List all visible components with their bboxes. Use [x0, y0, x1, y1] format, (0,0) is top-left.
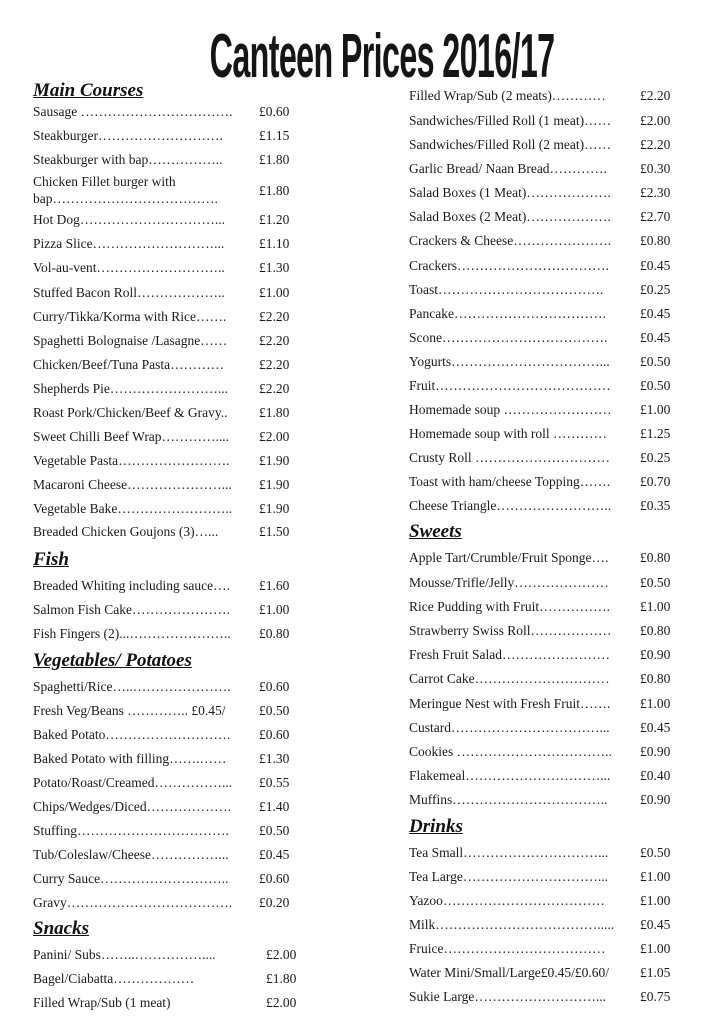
menu-item [33, 308, 308, 326]
menu-item [33, 702, 308, 720]
menu-item [409, 401, 699, 419]
menu-item-price: £1.90 [259, 477, 290, 492]
menu-item-name: Tea Small…………………………... [409, 845, 609, 860]
menu-item [33, 356, 308, 374]
section-heading-main-courses: Main Courses [33, 80, 144, 101]
menu-item-price: £0.45 [640, 330, 671, 345]
menu-item [33, 994, 308, 1012]
menu-item [409, 208, 699, 226]
menu-item-price: £2.20 [640, 137, 671, 152]
menu-item-price: £0.60 [259, 679, 290, 694]
menu-item-price: £0.80 [640, 233, 671, 248]
menu-item-price: £1.00 [259, 285, 290, 300]
menu-item-name: Panini/ Subs……..…………….... [33, 947, 216, 962]
menu-item [33, 750, 308, 768]
menu-item-name: Sandwiches/Filled Roll (2 meat)…… [409, 137, 612, 152]
menu-item-price: £0.50 [640, 845, 671, 860]
menu-item-price: £1.00 [640, 402, 671, 417]
menu-item-name: Fruit………………………………… [409, 378, 611, 393]
menu-item-price: £2.00 [266, 995, 297, 1010]
menu-item [33, 726, 308, 744]
menu-item [33, 259, 308, 277]
menu-item [409, 767, 699, 785]
menu-item [409, 257, 699, 275]
menu-item-price: £2.00 [266, 947, 297, 962]
menu-item-name: Stuffed Bacon Roll……………….. [33, 285, 225, 300]
menu-item-name: Fresh Fruit Salad…………………… [409, 647, 610, 662]
menu-item-price: £0.50 [640, 378, 671, 393]
menu-item-name: Crusty Roll ………………………… [409, 450, 611, 465]
menu-item [409, 791, 699, 809]
menu-item-price: £0.25 [640, 282, 671, 297]
menu-item-price: £1.05 [640, 965, 671, 980]
menu-item-name: Roast Pork/Chicken/Beef & Gravy.. [33, 405, 228, 420]
section-heading-fish: Fish [33, 549, 69, 570]
menu-item-price: £2.70 [640, 209, 671, 224]
menu-item-name: Pancake……………………………. [409, 306, 606, 321]
section-heading-sweets: Sweets [409, 521, 462, 542]
menu-item-price: £0.75 [640, 989, 671, 1004]
menu-item [33, 235, 308, 253]
menu-item-name: Tea Large…………………………... [409, 869, 609, 884]
menu-item-price: £1.30 [259, 260, 290, 275]
menu-item-price: £1.00 [640, 893, 671, 908]
menu-item-name: Sweet Chilli Beef Wrap………….... [33, 429, 230, 444]
menu-item [409, 988, 699, 1006]
menu-item-price: £0.90 [640, 647, 671, 662]
menu-item [33, 601, 308, 619]
menu-item [33, 577, 308, 595]
menu-item-name: Salad Boxes (2 Meat)………………. [409, 209, 611, 224]
menu-item [409, 377, 699, 395]
menu-item [409, 916, 699, 934]
menu-item [409, 743, 699, 761]
section-heading-drinks: Drinks [409, 816, 463, 837]
menu-item-price: £0.45 [640, 306, 671, 321]
menu-item-price: £0.80 [640, 623, 671, 638]
menu-item-name: Chicken Fillet burger with bap………………………………. [33, 174, 218, 206]
menu-item [409, 695, 699, 713]
menu-item-name: Garlic Bread/ Naan Bread…………. [409, 161, 607, 176]
menu-item-name: Vegetable Bake…………………….. [33, 501, 233, 516]
menu-item [409, 353, 699, 371]
menu-item [33, 678, 308, 696]
menu-item [409, 473, 699, 491]
page-title: Canteen Prices 2016/17 [210, 21, 555, 92]
menu-item-price: £0.50 [640, 575, 671, 590]
menu-item-name: Crackers & Cheese…………………. [409, 233, 612, 248]
menu-item [33, 822, 308, 840]
menu-item-name: Yazoo……………………………… [409, 893, 605, 908]
menu-item [409, 449, 699, 467]
menu-item [409, 670, 699, 688]
menu-item-price: £2.00 [640, 113, 671, 128]
menu-item-name: Curry/Tikka/Korma with Rice……. [33, 309, 227, 324]
menu-item-name: Crackers……………………………. [409, 258, 609, 273]
menu-item [33, 970, 308, 988]
menu-item-name: Chicken/Beef/Tuna Pasta………… [33, 357, 225, 372]
menu-item-name: Potato/Roast/Creamed……………... [33, 775, 233, 790]
menu-item [33, 870, 308, 888]
menu-item-name: Sandwiches/Filled Roll (1 meat)…… [409, 113, 612, 128]
menu-item-price: £0.80 [640, 550, 671, 565]
menu-item-price: £0.70 [640, 474, 671, 489]
menu-item-price: £2.30 [640, 185, 671, 200]
menu-item-name: Bagel/Ciabatta……………… [33, 971, 195, 986]
menu-item [409, 160, 699, 178]
menu-item [33, 103, 308, 121]
menu-item-name: Macaroni Cheese…………………... [33, 477, 232, 492]
menu-item [33, 846, 308, 864]
menu-item [409, 329, 699, 347]
menu-item-name: Vegetable Pasta……………………. [33, 453, 230, 468]
menu-item [33, 127, 308, 145]
menu-item-price: £0.45 [640, 720, 671, 735]
menu-item-name: Rice Pudding with Fruit……………. [409, 599, 611, 614]
menu-item-name: Homemade soup …………………… [409, 402, 612, 417]
menu-item-name: Sukie Large………………………... [409, 989, 606, 1004]
menu-item-name: Toast………………………………. [409, 282, 604, 297]
menu-item-name: Scone………………………………. [409, 330, 608, 345]
menu-item-name: Salmon Fish Cake…………………. [33, 602, 230, 617]
menu-item-name: Toast with ham/cheese Topping……. [409, 474, 611, 489]
menu-item [409, 112, 699, 130]
menu-item-name: Breaded Chicken Goujons (3)…... [33, 524, 219, 539]
menu-item [33, 625, 308, 643]
menu-item [33, 946, 308, 964]
menu-item [409, 719, 699, 737]
menu-item [409, 87, 699, 105]
menu-item-price: £2.20 [259, 381, 290, 396]
menu-item [409, 136, 699, 154]
menu-item-name: Spaghetti/Rice…..…………………. [33, 679, 231, 694]
menu-item [33, 428, 308, 446]
menu-item-price: £2.20 [259, 333, 290, 348]
menu-item-price: £0.50 [640, 354, 671, 369]
menu-item-name: Shepherds Pie……………………... [33, 381, 228, 396]
menu-item [409, 892, 699, 910]
menu-item-price: £1.00 [640, 941, 671, 956]
menu-item-price: £1.30 [259, 751, 290, 766]
menu-item [33, 211, 308, 229]
menu-item-name: Salad Boxes (1 Meat)………………. [409, 185, 611, 200]
menu-item [33, 523, 308, 541]
menu-item-name: Steakburger………………………. [33, 128, 223, 143]
menu-item-name: Cheese Triangle…………………….. [409, 498, 612, 513]
menu-item-name: Fish Fingers (2)...………………….. [33, 626, 231, 641]
menu-item-price: £2.20 [640, 88, 671, 103]
menu-item-price: £0.60 [259, 727, 290, 742]
menu-item [409, 305, 699, 323]
menu-item [33, 452, 308, 470]
menu-item-price: £0.45 [640, 917, 671, 932]
menu-item-price: £1.00 [640, 869, 671, 884]
menu-item-price: £0.30 [640, 161, 671, 176]
menu-item-price: £0.60 [259, 871, 290, 886]
menu-item-price: £1.80 [259, 405, 290, 420]
menu-item-price: £0.50 [259, 703, 290, 718]
section-heading-vegetables: Vegetables/ Potatoes [33, 650, 192, 671]
menu-item-price: £0.80 [259, 626, 290, 641]
menu-item [409, 964, 699, 982]
menu-item [33, 774, 308, 792]
menu-item-price: £1.25 [640, 426, 671, 441]
menu-item [33, 894, 308, 912]
menu-item-name: Curry Sauce……………………….. [33, 871, 229, 886]
menu-item-price: £0.50 [259, 823, 290, 838]
menu-item [33, 151, 308, 169]
menu-item-price: £0.60 [259, 104, 290, 119]
menu-item [409, 549, 699, 567]
menu-item-price: £0.20 [259, 895, 290, 910]
menu-item [33, 476, 308, 494]
menu-item [409, 232, 699, 250]
menu-item-name: Baked Potato………………………. [33, 727, 231, 742]
menu-item-name: Meringue Nest with Fresh Fruit……. [409, 696, 611, 711]
menu-item [33, 380, 308, 398]
menu-item-name: Spaghetti Bolognaise /Lasagne…… [33, 333, 228, 348]
menu-item-price: £1.60 [259, 578, 290, 593]
menu-item [409, 574, 699, 592]
menu-item-price: £1.40 [259, 799, 290, 814]
menu-item-price: £0.80 [640, 671, 671, 686]
menu-item-price: £0.45 [259, 847, 290, 862]
menu-item-price: £1.15 [259, 128, 290, 143]
menu-item-name: Carrot Cake………………………… [409, 671, 610, 686]
menu-item-price: £1.90 [259, 501, 290, 516]
menu-item-price: £1.00 [259, 602, 290, 617]
menu-item-name: Yogurts……………………………... [409, 354, 610, 369]
menu-item-price: £0.35 [640, 498, 671, 513]
menu-item-name: Stuffing……………………………. [33, 823, 229, 838]
menu-item [33, 404, 308, 422]
menu-item [409, 281, 699, 299]
menu-item-name: Sausage ……………………………. [33, 104, 233, 119]
menu-item-price: £0.45 [640, 258, 671, 273]
menu-item-price: £1.00 [640, 599, 671, 614]
menu-item-price: £2.20 [259, 309, 290, 324]
menu-item-name: Gravy………………………………. [33, 895, 233, 910]
menu-item-name: Tub/Coleslaw/Cheese……………... [33, 847, 229, 862]
menu-item [33, 284, 308, 302]
menu-item-name: Mousse/Trifle/Jelly………………… [409, 575, 609, 590]
menu-item [409, 497, 699, 515]
menu-item-name: Baked Potato with filling…….…… [33, 751, 227, 766]
menu-item-price: £0.55 [259, 775, 290, 790]
menu-item [409, 868, 699, 886]
menu-item-price: £0.40 [640, 768, 671, 783]
menu-item-name: Steakburger with bap…………….. [33, 152, 223, 167]
menu-item-name: Cookies …………………………….. [409, 744, 612, 759]
menu-item-name: Water Mini/Small/Large£0.45/£0.60/ [409, 965, 610, 980]
menu-item-name: Pizza Slice………………………... [33, 236, 225, 251]
menu-item-name: Vol-au-vent……………………….. [33, 260, 225, 275]
menu-item-price: £1.20 [259, 212, 290, 227]
menu-item [409, 598, 699, 616]
menu-item-price: £0.90 [640, 792, 671, 807]
menu-item-price: £1.50 [259, 524, 290, 539]
menu-item-name: Breaded Whiting including sauce…. [33, 578, 230, 593]
menu-item-name: Hot Dog…………………………... [33, 212, 225, 227]
menu-item-name: Milk………………………………..... [409, 917, 615, 932]
section-heading-snacks: Snacks [33, 918, 89, 939]
menu-item-price: £1.00 [640, 696, 671, 711]
menu-item [33, 173, 308, 209]
menu-item-name: Filled Wrap/Sub (1 meat) [33, 995, 171, 1010]
menu-item [409, 184, 699, 202]
menu-item-name: Fruice……………………………… [409, 941, 606, 956]
menu-item [409, 940, 699, 958]
menu-item-price: £1.10 [259, 236, 290, 251]
menu-item-name: Chips/Wedges/Diced………………. [33, 799, 232, 814]
menu-item [409, 425, 699, 443]
menu-item-price: £0.90 [640, 744, 671, 759]
menu-item-name: Homemade soup with roll ………… [409, 426, 607, 441]
menu-item-name: Strawberry Swiss Roll……………… [409, 623, 612, 638]
menu-item-name: Flakemeal…………………………... [409, 768, 611, 783]
menu-item-price: £2.20 [259, 357, 290, 372]
menu-item [33, 798, 308, 816]
menu-item-name: Apple Tart/Crumble/Fruit Sponge…. [409, 550, 609, 565]
menu-item-name: Fresh Veg/Beans ………….. £0.45/ [33, 703, 226, 718]
menu-item [33, 500, 308, 518]
menu-item-price: £1.90 [259, 453, 290, 468]
menu-item [33, 332, 308, 350]
menu-item [409, 622, 699, 640]
menu-item-price: £2.00 [259, 429, 290, 444]
menu-item-price: £1.80 [259, 183, 290, 198]
menu-item-price: £0.25 [640, 450, 671, 465]
menu-item-price: £1.80 [259, 152, 290, 167]
menu-item [409, 646, 699, 664]
menu-item [409, 844, 699, 862]
menu-item-price: £1.80 [266, 971, 297, 986]
menu-item-name: Filled Wrap/Sub (2 meats)………… [409, 88, 606, 103]
menu-item-name: Custard……………………………... [409, 720, 610, 735]
menu-item-name: Muffins…………………………….. [409, 792, 608, 807]
